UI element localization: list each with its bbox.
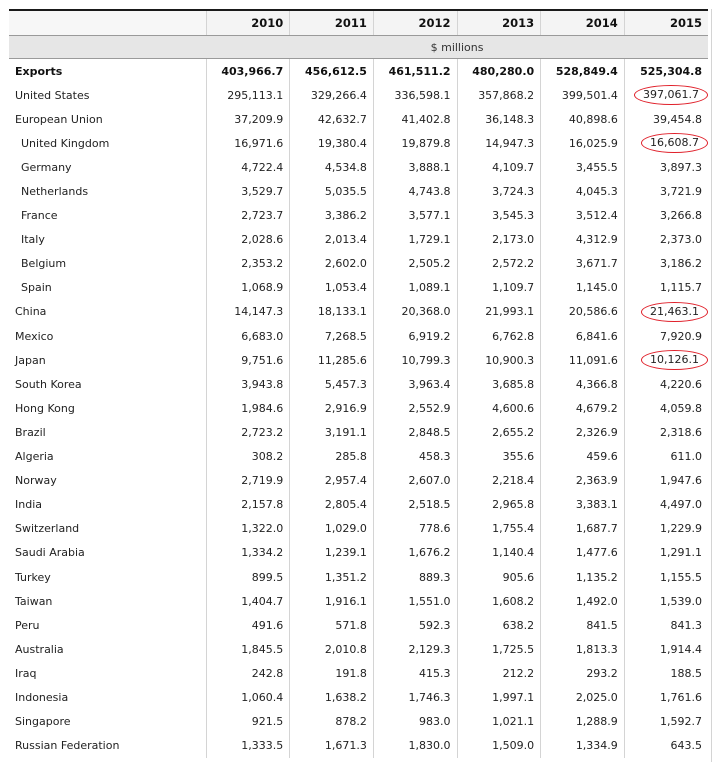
value-cell: 3,724.3 [457,179,541,203]
year-header-row [9,10,708,36]
value-cell: 39,454.8 [653,112,702,126]
table-row [9,348,708,372]
value-cell: 18,133.1 [290,300,374,324]
value-cell: 399,501.4 [541,83,625,107]
value-cell: 841.5 [541,613,625,637]
row-label: Turkey [9,565,206,589]
value-cell: 2,129.3 [373,637,457,661]
value-cell: 3,186.2 [660,257,702,271]
value-cell: 2,723.2 [206,420,290,444]
table-row [9,589,708,613]
table-row [9,228,708,252]
value-cell: 19,879.8 [373,131,457,155]
value-cell: 293.2 [541,661,625,685]
value-cell: 242.8 [206,661,290,685]
table-row [9,637,708,661]
value-cell: 355.6 [457,445,541,469]
table-row [9,324,708,348]
circled-value-annotation: 10,126.1 [641,350,708,370]
value-cell: 1,729.1 [373,228,457,252]
value-cell: 983.0 [373,710,457,734]
value-cell: 6,762.8 [457,324,541,348]
exports-table-body [9,59,708,758]
value-cell: 4,220.6 [660,377,702,391]
value-cell: 10,900.3 [457,348,541,372]
value-cell: 1,334.9 [541,734,625,758]
value-cell: 2,326.9 [541,420,625,444]
unit-row-spacer [9,36,206,59]
value-cell: 14,147.3 [206,300,290,324]
value-cell: 5,457.3 [290,372,374,396]
exports-table-container [9,9,708,758]
value-cell: 1,687.7 [541,517,625,541]
value-cell: 3,383.1 [541,493,625,517]
value-cell: 6,841.6 [541,324,625,348]
value-cell: 403,966.7 [206,59,290,84]
value-cell: 1,140.4 [457,541,541,565]
value-cell: 3,386.2 [290,204,374,228]
value-cell: 415.3 [373,661,457,685]
value-cell: 3,455.5 [541,155,625,179]
row-label: Exports [9,59,206,84]
value-cell: 2,318.6 [660,425,702,439]
value-cell: 2,157.8 [206,493,290,517]
value-cell: 37,209.9 [206,107,290,131]
value-cell: 7,268.5 [290,324,374,348]
table-row [9,107,708,131]
value-cell: 3,685.8 [457,372,541,396]
value-cell: 2,552.9 [373,396,457,420]
value-cell: 1,746.3 [373,685,457,709]
value-cell: 2,602.0 [290,252,374,276]
value-cell: 2,028.6 [206,228,290,252]
value-cell: 1,288.9 [541,710,625,734]
value-cell: 2,505.2 [373,252,457,276]
value-cell: 1,060.4 [206,685,290,709]
value-cell: 4,600.6 [457,396,541,420]
value-cell: 2,363.9 [541,469,625,493]
value-cell: 40,898.6 [541,107,625,131]
table-row [9,396,708,420]
table-row [9,83,708,107]
table-row [9,613,708,637]
value-cell: 611.0 [670,450,702,464]
value-cell: 10,799.3 [373,348,457,372]
value-cell: 188.5 [670,666,702,680]
value-cell: 2,848.5 [373,420,457,444]
exports-table [9,9,708,758]
value-cell: 6,919.2 [373,324,457,348]
value-cell: 921.5 [206,710,290,734]
value-cell: 16,025.9 [541,131,625,155]
value-cell: 456,612.5 [290,59,374,84]
value-cell: 1,155.5 [660,570,702,584]
value-cell: 9,751.6 [206,348,290,372]
row-label: Italy [9,228,206,252]
value-cell: 1,947.6 [660,474,702,488]
row-label: South Korea [9,372,206,396]
value-cell: 841.3 [670,618,702,632]
value-cell: 4,497.0 [660,498,702,512]
value-cell: 20,586.6 [541,300,625,324]
value-cell: 1,334.2 [206,541,290,565]
value-cell: 2,805.4 [290,493,374,517]
value-cell: 480,280.0 [457,59,541,84]
value-cell: 2,013.4 [290,228,374,252]
value-cell: 643.5 [670,739,702,753]
row-label: European Union [9,107,206,131]
value-cell: 1,109.7 [457,276,541,300]
value-cell: 2,719.9 [206,469,290,493]
row-label: Hong Kong [9,396,206,420]
value-cell: 459.6 [541,445,625,469]
value-cell: 3,529.7 [206,179,290,203]
year-header-2013: 2013 [457,10,541,36]
value-cell: 1,068.9 [206,276,290,300]
row-label: Spain [9,276,206,300]
value-cell: 1,592.7 [660,715,702,729]
value-cell: 1,845.5 [206,637,290,661]
value-cell: 1,539.0 [660,594,702,608]
table-row [9,661,708,685]
value-cell: 16,971.6 [206,131,290,155]
table-row [9,204,708,228]
value-cell: 778.6 [373,517,457,541]
table-row [9,445,708,469]
value-cell: 1,725.5 [457,637,541,661]
row-label: Netherlands [9,179,206,203]
row-label: Iraq [9,661,206,685]
value-cell: 1,916.1 [290,589,374,613]
year-header-2012: 2012 [373,10,457,36]
value-cell [624,131,708,155]
value-cell: 4,679.2 [541,396,625,420]
value-cell: 2,373.0 [660,233,702,247]
value-cell: 3,963.4 [373,372,457,396]
table-row [9,517,708,541]
value-cell: 2,218.4 [457,469,541,493]
value-cell: 491.6 [206,613,290,637]
value-cell: 889.3 [373,565,457,589]
value-cell: 3,888.1 [373,155,457,179]
value-cell: 36,148.3 [457,107,541,131]
value-cell: 2,607.0 [373,469,457,493]
row-label: Singapore [9,710,206,734]
row-label: Norway [9,469,206,493]
unit-row [9,36,708,59]
value-cell: 1,638.2 [290,685,374,709]
value-cell: 3,943.8 [206,372,290,396]
table-row [9,300,708,324]
value-cell [624,83,708,107]
row-label: Switzerland [9,517,206,541]
value-cell: 11,091.6 [541,348,625,372]
row-label: Belgium [9,252,206,276]
value-cell: 4,059.8 [660,401,702,415]
value-cell: 4,109.7 [457,155,541,179]
value-cell: 2,655.2 [457,420,541,444]
value-cell: 357,868.2 [457,83,541,107]
value-cell: 2,957.4 [290,469,374,493]
row-label: United Kingdom [9,131,206,155]
value-cell: 458.3 [373,445,457,469]
table-row [9,420,708,444]
value-cell: 3,191.1 [290,420,374,444]
value-cell: 212.2 [457,661,541,685]
value-cell: 4,366.8 [541,372,625,396]
row-label: Indonesia [9,685,206,709]
row-label: Taiwan [9,589,206,613]
scroll-edge-divider [711,9,712,762]
table-row [9,565,708,589]
value-cell: 1,984.6 [206,396,290,420]
value-cell: 1,404.7 [206,589,290,613]
table-row [9,493,708,517]
value-cell: 1,997.1 [457,685,541,709]
value-cell: 6,683.0 [206,324,290,348]
value-cell: 1,021.1 [457,710,541,734]
value-cell: 1,813.3 [541,637,625,661]
value-cell: 7,920.9 [660,329,702,343]
value-cell: 1,755.4 [457,517,541,541]
year-header-2014: 2014 [541,10,625,36]
value-cell: 2,723.7 [206,204,290,228]
value-cell: 2,518.5 [373,493,457,517]
table-row [9,155,708,179]
value-cell: 528,849.4 [541,59,625,84]
circled-value-annotation: 21,463.1 [641,302,708,322]
value-cell: 4,312.9 [541,228,625,252]
row-label: China [9,300,206,324]
value-cell: 19,380.4 [290,131,374,155]
table-row [9,734,708,758]
value-cell: 3,512.4 [541,204,625,228]
value-cell: 878.2 [290,710,374,734]
row-label: France [9,204,206,228]
row-label: Saudi Arabia [9,541,206,565]
value-cell: 2,025.0 [541,685,625,709]
value-cell: 1,509.0 [457,734,541,758]
table-row [9,541,708,565]
value-cell: 14,947.3 [457,131,541,155]
value-cell: 1,053.4 [290,276,374,300]
value-cell: 3,897.3 [660,160,702,174]
value-cell: 2,353.2 [206,252,290,276]
value-cell: 1,145.0 [541,276,625,300]
value-cell: 1,492.0 [541,589,625,613]
value-cell: 308.2 [206,445,290,469]
value-cell [624,300,708,324]
unit-label: $ millions [206,36,708,59]
year-header-2015: 2015 [624,10,708,36]
value-cell: 1,671.3 [290,734,374,758]
value-cell: 42,632.7 [290,107,374,131]
row-label: Mexico [9,324,206,348]
value-cell: 3,577.1 [373,204,457,228]
value-cell: 5,035.5 [290,179,374,203]
value-cell: 1,135.2 [541,565,625,589]
table-row [9,710,708,734]
value-cell: 1,351.2 [290,565,374,589]
row-label: Russian Federation [9,734,206,758]
row-label: India [9,493,206,517]
value-cell: 191.8 [290,661,374,685]
value-cell: 1,089.1 [373,276,457,300]
value-cell: 21,993.1 [457,300,541,324]
value-cell: 20,368.0 [373,300,457,324]
value-cell: 2,010.8 [290,637,374,661]
value-cell: 3,545.3 [457,204,541,228]
total-exports-row [9,59,708,84]
value-cell: 4,743.8 [373,179,457,203]
value-cell [624,348,708,372]
year-header-2011: 2011 [290,10,374,36]
row-label: Japan [9,348,206,372]
value-cell: 1,291.1 [660,546,702,560]
row-label: Algeria [9,445,206,469]
value-cell: 1,830.0 [373,734,457,758]
value-cell: 1,761.6 [660,690,702,704]
table-row [9,252,708,276]
header-corner [9,10,206,36]
row-label: United States [9,83,206,107]
value-cell: 329,266.4 [290,83,374,107]
value-cell: 4,045.3 [541,179,625,203]
year-header-2010: 2010 [206,10,290,36]
value-cell: 1,029.0 [290,517,374,541]
value-cell: 3,266.8 [660,209,702,223]
value-cell: 899.5 [206,565,290,589]
value-cell: 1,322.0 [206,517,290,541]
value-cell: 336,598.1 [373,83,457,107]
value-cell: 2,916.9 [290,396,374,420]
value-cell: 2,965.8 [457,493,541,517]
value-cell: 2,572.2 [457,252,541,276]
value-cell: 3,671.7 [541,252,625,276]
table-row [9,372,708,396]
row-label: Germany [9,155,206,179]
circled-value-annotation: 16,608.7 [641,133,708,153]
row-label: Peru [9,613,206,637]
value-cell: 461,511.2 [373,59,457,84]
value-cell: 905.6 [457,565,541,589]
value-cell: 1,914.4 [660,642,702,656]
value-cell: 1,551.0 [373,589,457,613]
value-cell: 295,113.1 [206,83,290,107]
value-cell: 1,229.9 [660,522,702,536]
value-cell: 571.8 [290,613,374,637]
table-row [9,469,708,493]
circled-value-annotation: 397,061.7 [634,85,708,105]
value-cell: 1,477.6 [541,541,625,565]
value-cell: 2,173.0 [457,228,541,252]
table-row [9,131,708,155]
value-cell: 638.2 [457,613,541,637]
row-label: Brazil [9,420,206,444]
value-cell: 525,304.8 [640,64,702,78]
value-cell: 1,608.2 [457,589,541,613]
value-cell: 592.3 [373,613,457,637]
value-cell: 285.8 [290,445,374,469]
table-row [9,276,708,300]
row-label: Australia [9,637,206,661]
table-row [9,179,708,203]
value-cell: 1,676.2 [373,541,457,565]
value-cell: 4,722.4 [206,155,290,179]
value-cell: 11,285.6 [290,348,374,372]
value-cell: 4,534.8 [290,155,374,179]
value-cell: 41,402.8 [373,107,457,131]
value-cell: 1,239.1 [290,541,374,565]
table-row [9,685,708,709]
value-cell: 1,333.5 [206,734,290,758]
value-cell: 3,721.9 [660,185,702,199]
value-cell: 1,115.7 [660,281,702,295]
